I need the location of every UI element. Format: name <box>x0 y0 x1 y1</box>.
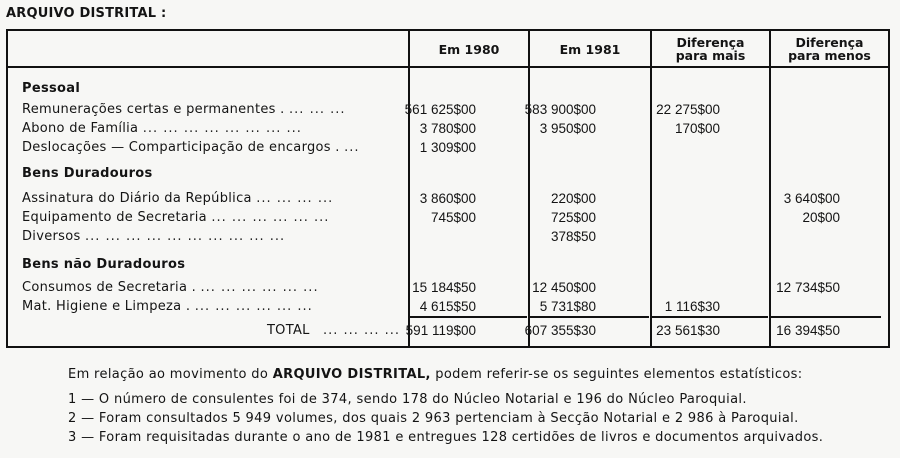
document-title: ARQUIVO DISTRITAL : <box>6 6 167 21</box>
table-row <box>8 102 888 122</box>
header-label: para menos <box>788 48 871 63</box>
section-heading: Pessoal <box>22 81 81 96</box>
value-1981: 12 450$00 <box>532 280 596 295</box>
row-label: Deslocações — Comparticipação de encargos . ... <box>22 140 360 155</box>
value-1980: 561 625$00 <box>404 102 476 117</box>
section-heading-row <box>8 81 888 101</box>
header-em-1980 <box>410 31 528 67</box>
row-label: Consumos de Secretaria . ... ... ... ... ... ... <box>22 280 319 295</box>
section-heading: Bens não Duradouros <box>22 257 186 272</box>
value-1981: 3 950$00 <box>539 121 596 136</box>
row-label: Remunerações certas e permanentes . ... ... ... <box>22 102 346 117</box>
total-mais: 23 561$30 <box>656 323 720 338</box>
row-label: Diversos ... ... ... ... ... ... ... ... ... ... <box>22 229 286 244</box>
header-label: Diferença <box>795 35 864 50</box>
value-1981: 378$50 <box>550 229 596 244</box>
header-label: Em 1980 <box>438 41 500 57</box>
stat-item-2: 2 — Foram consultados 5 949 volumes, dos quais 2 963 pertenciam à Secção Notarial e 2 986 à Paroquial. <box>68 411 799 426</box>
value-1980: 3 780$00 <box>419 121 476 136</box>
table-row <box>8 140 888 160</box>
value-menos: 12 734$50 <box>776 280 840 295</box>
row-label: Mat. Higiene e Limpeza . ... ... ... ... ... ... <box>22 299 313 314</box>
value-1981: 725$00 <box>550 210 596 225</box>
row-label: Assinatura do Diário da República ... ... ... ... <box>22 191 334 206</box>
table-row <box>8 280 888 300</box>
table-row <box>8 191 888 211</box>
value-mais: 170$00 <box>674 121 720 136</box>
total-label: TOTAL ... ... ... ... <box>266 323 400 338</box>
value-1980: 745$00 <box>430 210 476 225</box>
section-heading: Bens Duradouros <box>22 166 153 181</box>
row-label: Equipamento de Secretaria ... ... ... ... ... ... <box>22 210 330 225</box>
header-diferenca-menos <box>771 31 888 67</box>
header-label: Diferença <box>676 35 745 50</box>
table-row <box>8 210 888 230</box>
bold-archive-name: ARQUIVO DISTRITAL, <box>272 367 431 382</box>
budget-table <box>6 29 890 348</box>
value-1981: 583 900$00 <box>524 102 596 117</box>
value-1980: 4 615$50 <box>419 299 476 314</box>
header-em-1981 <box>530 31 650 67</box>
stat-item-3: 3 — Foram requisitadas durante o ano de 1981 e entregues 128 certidões de livros e documentos arquivados. <box>68 430 824 445</box>
header-label: para mais <box>675 48 746 63</box>
value-mais: 22 275$00 <box>656 102 720 117</box>
total-row <box>8 323 888 343</box>
value-1981: 220$00 <box>550 191 596 206</box>
table-row <box>8 229 888 249</box>
value-1980: 1 309$00 <box>419 140 476 155</box>
stat-item-1: 1 — O número de consulentes foi de 374, sendo 178 do Núcleo Notarial e 196 do Núcleo Paroquial. <box>68 392 747 407</box>
intro-paragraph: Em relação ao movimento do ARQUIVO DISTRITAL, podem referir-se os seguintes elementos estatísticos: <box>68 367 803 382</box>
row-label: Abono de Família ... ... ... ... ... ... ... ... <box>22 121 302 136</box>
header-label: Em 1981 <box>559 41 621 57</box>
section-heading-row <box>8 257 888 277</box>
value-mais: 1 116$30 <box>664 299 720 314</box>
total-1981: 607 355$30 <box>524 323 596 338</box>
value-1981: 5 731$80 <box>539 299 596 314</box>
total-menos: 16 394$50 <box>776 323 840 338</box>
table-row <box>8 121 888 141</box>
table-row <box>8 299 888 319</box>
value-1980: 3 860$00 <box>419 191 476 206</box>
value-1980: 15 184$50 <box>412 280 476 295</box>
header-diferenca-mais <box>652 31 769 67</box>
total-1980: 591 119$00 <box>405 323 476 338</box>
value-menos: 20$00 <box>802 210 840 225</box>
section-heading-row <box>8 166 888 186</box>
value-menos: 3 640$00 <box>783 191 840 206</box>
